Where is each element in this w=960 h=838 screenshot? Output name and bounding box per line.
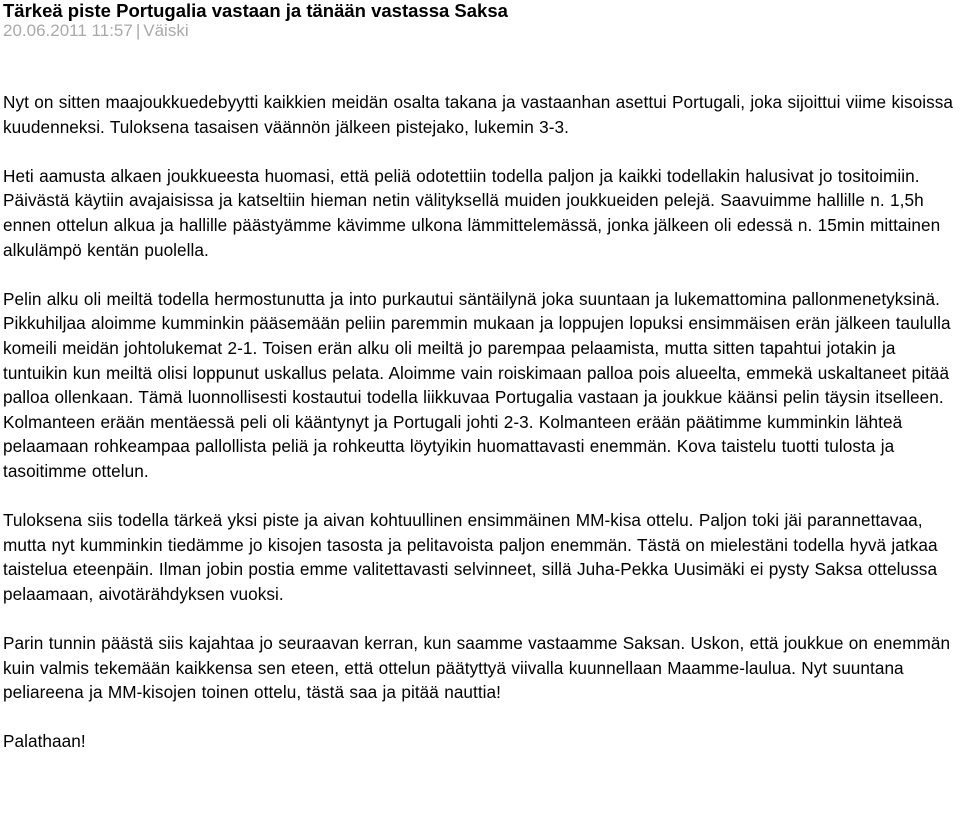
post-date: 20.06.2011 11:57 — [3, 21, 133, 40]
paragraph-6: Palathaan! — [3, 731, 86, 752]
post-body — [3, 90, 957, 754]
meta-separator: | — [135, 21, 141, 40]
paragraph-4: Tuloksena siis todella tärkeä yksi piste ja aivan kohtuullinen ensimmäinen MM-kisa ottelu. Paljon toki jäi parannettavaa, mutta nyt kumminkin tiedämme jo kisojen tasosta ja pelitavoista paljon enemmän. Tästä on mielestäni todella hyvä jatkaa taistelua eteenpäin. Ilman jobin postia emme valitettavasti selvinneet, sillä Juha-Pekka Uusimäki ei pysty Saksa ottelussa pelaamaan, aivotärähdyksen vuoksi. — [3, 510, 938, 604]
paragraph-5: Parin tunnin päästä siis kajahtaa jo seuraavan kerran, kun saamme vastaamme Saksan. Uskon, että joukkue on enemmän kuin valmis tekemään kaikkensa sen eteen, että ottelun päätyttyä viivalla kuunnellaan Maamme-laulua. Nyt suuntana peliareena ja MM-kisojen toinen ottelu, tästä saa ja pitää nauttia! — [3, 633, 951, 703]
blog-post — [0, 1, 960, 754]
paragraph-2: Heti aamusta alkaen joukkueesta huomasi, että peliä odotettiin todella paljon ja kaikki todellakin halusivat jo tositoimiin. Päivästä käytiin avajaisissa ja katseltiin hieman netin välityksellä muiden joukkueiden pelejä. Saavuimme hallille n. 1,5h ennen ottelun alkua ja hallille päästyämme kävimme ulkona lämmittelemässä, jonka jälkeen oli edessä n. 15min mittainen alkulämpö kentän puolella. — [3, 165, 941, 260]
post-meta — [3, 21, 957, 41]
paragraph-1: Nyt on sitten maajoukkuedebyytti kaikkien meidän osalta takana ja vastaanhan asettui Portugali, joka sijoittui viime kisoissa kuudenneksi. Tuloksena tasaisen väännön jälkeen pistejako, lukemin 3-3. — [3, 92, 954, 137]
post-author[interactable]: Väiski — [143, 21, 189, 40]
paragraph-3: Pelin alku oli meiltä todella hermostunutta ja into purkautui säntäilynä joka suuntaan ja lukemattomina pallonmenetyksinä. Pikkuhiljaa aloimme kumminkin pääsemään peliin paremmin mukaan ja loppujen lopuksi ensimmäisen erän jälkeen taululla komeili meidän johtolukemat 2-1. Toisen erän alku oli meiltä jo parempaa pelaamista, mutta sitten tapahtui jotakin ja tuntuikin kun meiltä olisi loppunut uskallus pelata. Aloimme vain roiskimaan palloa pois alueelta, emmekä uskaltaneet pitää palloa ollenkaan. Tämä luonnollisesti kostautui todella liikkuvaa Portugalia vastaan ja joukkue käänsi pelin täysin itselleen. Kolmanteen erään mentäessä peli oli kääntynyt ja Portugali johti 2-3. Kolmanteen erään päätimme kumminkin lähteä pelaamaan rohkeampaa pallollista peliä ja rohkeutta löytyikin huomattavasti enemmän. Kova taistelu tuotti tulosta ja tasoitimme ottelun. — [3, 288, 951, 481]
post-title: Tärkeä piste Portugalia vastaan ja tänään vastassa Saksa — [3, 0, 508, 21]
